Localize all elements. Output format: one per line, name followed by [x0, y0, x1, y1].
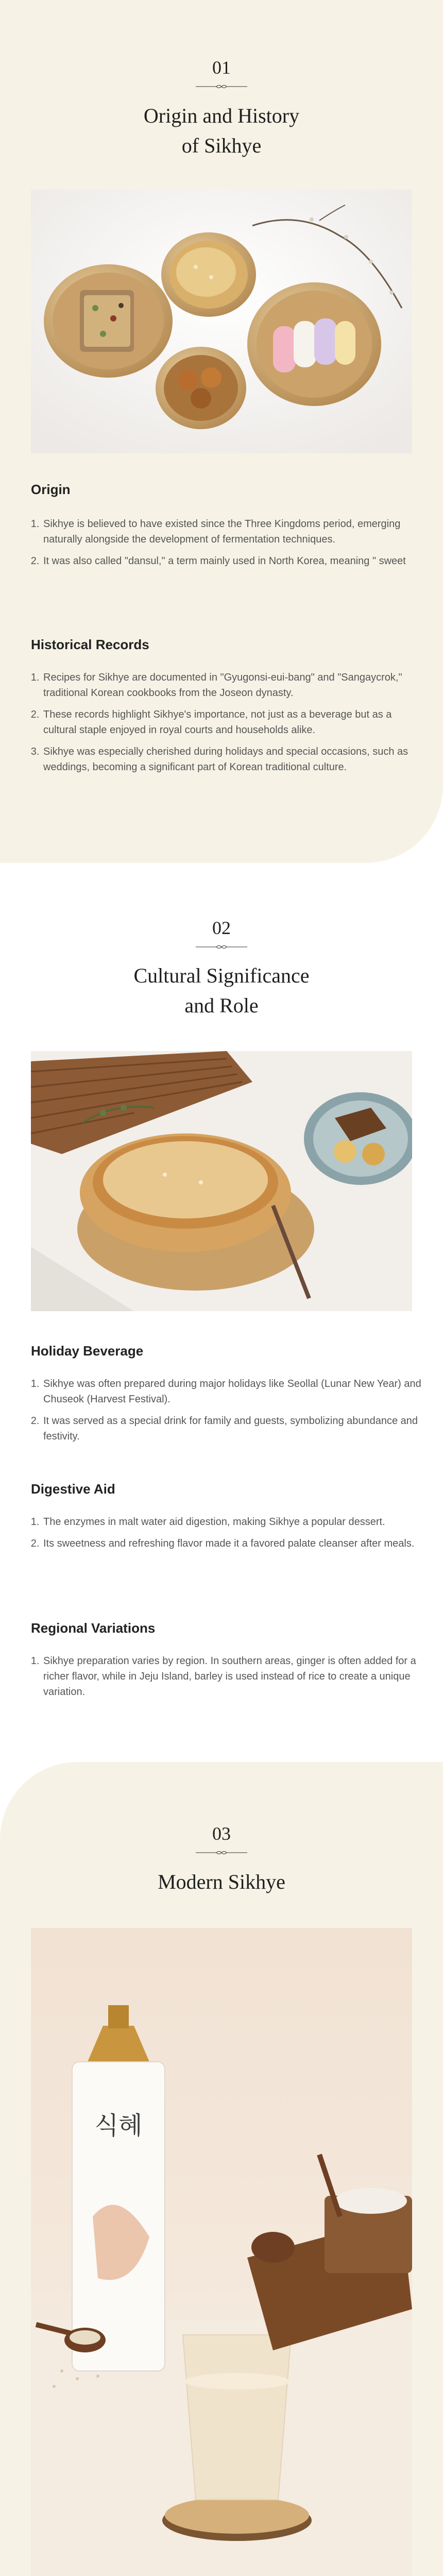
holiday-beverage-list: [31, 1376, 423, 1450]
historical-records-list: [31, 670, 423, 781]
sikhye-bowl-photo: [31, 1051, 412, 1311]
section-number: 03: [212, 1823, 231, 1844]
ornament-divider-icon: [196, 944, 247, 950]
digestive-aid-list: [31, 1514, 423, 1557]
section-title: Modern Sikhye: [158, 1870, 285, 1893]
origin-list: [31, 516, 423, 575]
ornament-divider-icon: [196, 1850, 247, 1856]
regional-variations-heading: Regional Variations: [31, 1620, 156, 1636]
list-item: 1. Sikhye was often prepared during major holidays like Seollal (Lunar New Year) and Chuseok (Harvest Festival).: [42, 1376, 423, 1407]
list-item: 3. Sikhye was especially cherished during holidays and special occasions, such as weddings, becoming a significant part of Korean traditional culture.: [42, 744, 423, 775]
section-title: [0, 961, 443, 1021]
section-title: [0, 101, 443, 161]
section-number: 02: [212, 918, 231, 938]
list-item: 2. It was served as a special drink for family and guests, symbolizing abundance and festivity.: [42, 1413, 423, 1444]
digestive-aid-heading: Digestive Aid: [31, 1481, 115, 1497]
origin-heading: Origin: [31, 482, 71, 497]
regional-variations-list: [31, 1653, 423, 1706]
list-item: 1. The enzymes in malt water aid digestion, making Sikhye a popular dessert.: [42, 1514, 423, 1530]
section-title-line: Cultural Significance: [133, 964, 310, 987]
holiday-beverage-heading: Holiday Beverage: [31, 1343, 144, 1359]
section-title-line: Origin and History: [143, 104, 300, 127]
section-title-line: and Role: [184, 994, 259, 1017]
sikhye-dessert-photo: [31, 190, 412, 453]
list-item: 2. These records highlight Sikhye's importance, not just as a beverage but as a cultural staple enjoyed in royal courts and households alike.: [42, 707, 423, 738]
bottled-sikhye-photo: [31, 1928, 412, 2576]
list-item: 2. It was also called "dansul," a term mainly used in North Korea, meaning " sweet: [42, 553, 423, 569]
list-item: 2. Its sweetness and refreshing flavor made it a favored palate cleanser after meals.: [42, 1536, 423, 1551]
list-item: 1. Sikhye preparation varies by region. In southern areas, ginger is often added for a richer flavor, while in Jeju Island, barley is used instead of rice to create a unique variation.: [42, 1653, 423, 1700]
section-number: 01: [212, 57, 231, 78]
section-title-line: of Sikhye: [181, 134, 262, 157]
list-item: 1. Recipes for Sikhye are documented in "Gyugonsi-eui-bang" and "Sangaycrok," traditional Korean cookbooks from the Joseon dynasty.: [42, 670, 423, 701]
ornament-divider-icon: [196, 83, 247, 90]
list-item: 1. Sikhye is believed to have existed since the Three Kingdoms period, emerging naturally alongside the development of fermentation techniques.: [42, 516, 423, 547]
bottle-label: 식혜: [94, 2111, 143, 2140]
historical-records-heading: Historical Records: [31, 637, 149, 652]
